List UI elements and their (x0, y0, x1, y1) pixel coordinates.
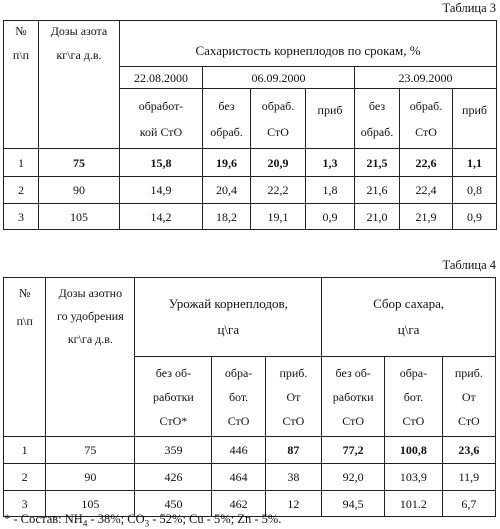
t3-cell: 0,9 (453, 204, 497, 230)
t3-header-treated-col: обработ- кой СтО (120, 89, 203, 149)
t4-cell: 90 (46, 464, 135, 491)
t3-header-untreated-1: без обраб. (203, 89, 251, 149)
t4-cell: 450 (135, 491, 212, 517)
t3-header-gain-1: приб (306, 89, 355, 149)
t3-cell: 15,8 (120, 149, 203, 177)
t4-cell: 1 (4, 437, 46, 464)
t4-cell: 101.2 (385, 491, 443, 517)
t4-cell: 23,6 (442, 437, 495, 464)
t4-header-dose: Дозы азотно го удобрения кг\га д.в. (46, 278, 135, 437)
t4-header-sugar-treated: обра- бот. СтО (385, 357, 443, 437)
table3-caption: Таблица 3 (442, 1, 496, 15)
t4-header-sugar-gain: приб. От СтО (442, 357, 495, 437)
footnote-subscript: 3 (144, 518, 150, 529)
t3-cell: 75 (39, 149, 120, 177)
t3-header-date3: 23.09.2000 (355, 67, 497, 89)
t3-cell: 19,6 (203, 149, 251, 177)
t4-cell: 38 (265, 464, 321, 491)
t4-header-yield: Урожай корнеплодов, ц\га (135, 278, 322, 357)
t3-cell: 22,4 (400, 177, 453, 204)
table-row (4, 464, 496, 491)
t3-cell: 21,9 (400, 204, 453, 230)
t4-cell: 75 (46, 437, 135, 464)
t3-header-treated-1: обраб. СтО (251, 89, 306, 149)
t4-cell: 426 (135, 464, 212, 491)
t4-cell: 87 (265, 437, 321, 464)
t3-cell: 14,9 (120, 177, 203, 204)
t3-header-dose: Дозы азота кг\га д.в. (39, 21, 120, 149)
t3-cell: 19,1 (251, 204, 306, 230)
t3-cell: 3 (4, 204, 39, 230)
t3-cell: 21,0 (355, 204, 400, 230)
table-row (4, 204, 497, 230)
table4-caption: Таблица 4 (442, 258, 496, 272)
t4-header-untreated: без об- работки СтО* (135, 357, 212, 437)
t4-cell: 77,2 (322, 437, 385, 464)
t3-cell: 22,2 (251, 177, 306, 204)
t4-cell: 359 (135, 437, 212, 464)
t4-header-sugar: Сбор сахара, ц\га (322, 278, 496, 357)
t4-header-gain: приб. От СтО (265, 357, 321, 437)
table-4 (3, 277, 496, 517)
t3-cell: 22,6 (400, 149, 453, 177)
t4-cell: 92,0 (322, 464, 385, 491)
t4-cell: 3 (4, 491, 46, 517)
t3-cell: 21,5 (355, 149, 400, 177)
t4-cell: 100,8 (385, 437, 443, 464)
table-row (4, 149, 497, 177)
t3-cell: 2 (4, 177, 39, 204)
t3-cell: 20,9 (251, 149, 306, 177)
t4-cell: 105 (46, 491, 135, 517)
t3-cell: 1,1 (453, 149, 497, 177)
t3-cell: 14,2 (120, 204, 203, 230)
t3-header-untreated-2: без обраб. (355, 89, 400, 149)
t3-cell: 0,9 (306, 204, 355, 230)
t4-cell: 103,9 (385, 464, 443, 491)
t3-cell: 21,6 (355, 177, 400, 204)
footnote-text: - 38%; CO (87, 512, 145, 526)
t4-cell: 11,9 (442, 464, 495, 491)
t3-header-treated-2: обраб. СтО (400, 89, 453, 149)
t3-header-gain-2: приб (453, 89, 497, 149)
t4-cell: 2 (4, 464, 46, 491)
t3-cell: 18,2 (203, 204, 251, 230)
footnote-text: * - Состав: NH (4, 512, 83, 526)
t3-header-date2: 06.09.2000 (203, 67, 355, 89)
t3-header-num: № п\п (4, 21, 39, 149)
t4-header-treated: обра- бот. СтО (212, 357, 265, 437)
t3-cell: 1,3 (306, 149, 355, 177)
t4-cell: 446 (212, 437, 265, 464)
t4-header-sugar-untreated: без об- работки СтО (322, 357, 385, 437)
t3-cell: 1 (4, 149, 39, 177)
t3-cell: 90 (39, 177, 120, 204)
footnote-text: - 52%; Cu - 5%; Zn - 5%. (149, 512, 282, 526)
footnote-subscript: 4 (82, 518, 88, 529)
t3-cell: 105 (39, 204, 120, 230)
table-row (4, 177, 497, 204)
t4-cell: 464 (212, 464, 265, 491)
t4-cell: 94,5 (322, 491, 385, 517)
t3-cell: 0,8 (453, 177, 497, 204)
t4-cell: 12 (265, 491, 321, 517)
t3-header-date1: 22.08.2000 (120, 67, 203, 89)
table-row (4, 437, 496, 464)
t3-cell: 20,4 (203, 177, 251, 204)
table-3 (3, 20, 497, 230)
t4-header-num: № п\п (4, 278, 46, 437)
t4-cell: 462 (212, 491, 265, 517)
t3-cell: 1,8 (306, 177, 355, 204)
t4-cell: 6,7 (442, 491, 495, 517)
footnote (4, 512, 281, 527)
t3-header-title: Сахаристость корнеплодов по срокам, % (120, 21, 497, 67)
